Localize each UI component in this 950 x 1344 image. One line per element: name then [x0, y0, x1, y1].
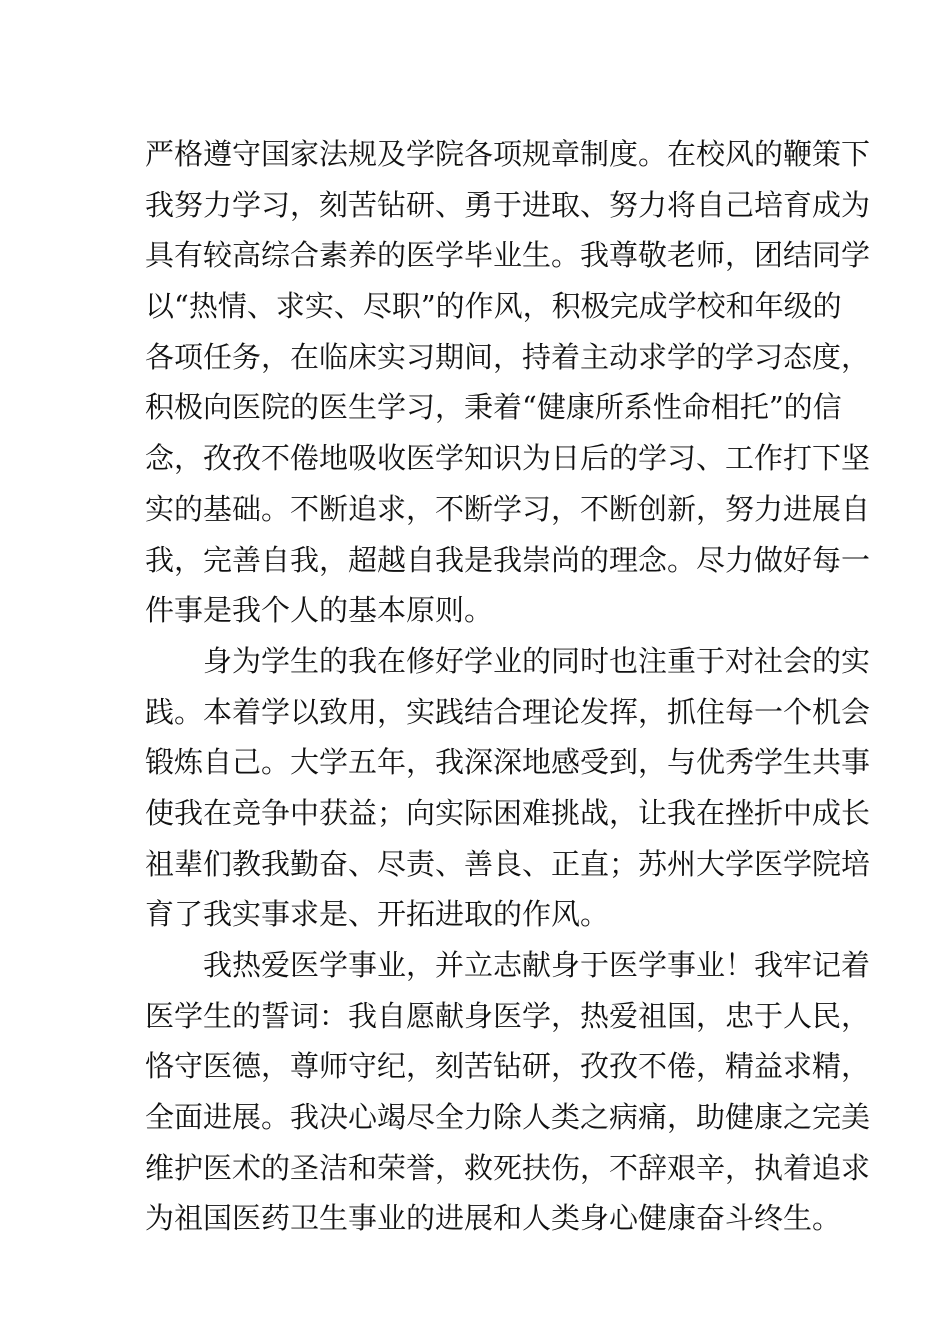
text-line: 育了我实事求是、开拓进取的作风。: [145, 897, 610, 932]
text-line: 具有较高综合素养的医学毕业生。我尊敬老师，团结同学: [145, 238, 871, 273]
text-line: 锻炼自己。大学五年，我深深地感受到，与优秀学生共事: [145, 745, 871, 780]
text-line: 实的基础。不断追求，不断学习，不断创新，努力进展自: [145, 491, 871, 526]
document-body: [145, 129, 871, 1244]
text-line: 医学生的誓词：我自愿献身医学，热爱祖国，忠于人民，: [145, 998, 871, 1033]
text-line: 维护医术的圣洁和荣誉，救死扶伤，不辞艰辛，执着追求: [145, 1150, 871, 1185]
text-line: 践。本着学以致用，实践结合理论发挥，抓住每一个机会: [145, 694, 871, 729]
text-line: 念，孜孜不倦地吸收医学知识为日后的学习、工作打下坚: [145, 441, 871, 476]
paragraph-start-line: 我热爱医学事业，并立志献身于医学事业！我牢记着: [203, 948, 871, 982]
text-line: 各项任务，在临床实习期间，持着主动求学的学习态度，: [145, 339, 871, 374]
text-line: 为祖国医药卫生事业的进展和人类身心健康奋斗终生。: [145, 1201, 842, 1236]
text-line: 以“热情、求实、尽职”的作风，积极完成学校和年级的: [145, 289, 842, 324]
text-line: 全面进展。我决心竭尽全力除人类之病痛，助健康之完美: [145, 1100, 871, 1135]
text-line: 件事是我个人的基本原则。: [145, 593, 494, 628]
text-line: 严格遵守国家法规及学院各项规章制度。在校风的鞭策下: [145, 137, 871, 171]
text-line: 使我在竞争中获益；向实际困难挑战，让我在挫折中成长: [145, 795, 871, 830]
paragraph-start-line: 身为学生的我在修好学业的同时也注重于对社会的实: [203, 643, 871, 678]
text-line: 积极向医院的医生学习，秉着“健康所系性命相托”的信: [145, 390, 842, 425]
text-line: 我努力学习，刻苦钻研、勇于进取、努力将自己培育成为: [145, 187, 871, 222]
text-line: 祖辈们教我勤奋、尽责、善良、正直；苏州大学医学院培: [145, 846, 871, 881]
text-line: 我，完善自我，超越自我是我崇尚的理念。尽力做好每一: [145, 542, 871, 577]
text-line: 恪守医德，尊师守纪，刻苦钻研，孜孜不倦，精益求精，: [145, 1049, 871, 1084]
